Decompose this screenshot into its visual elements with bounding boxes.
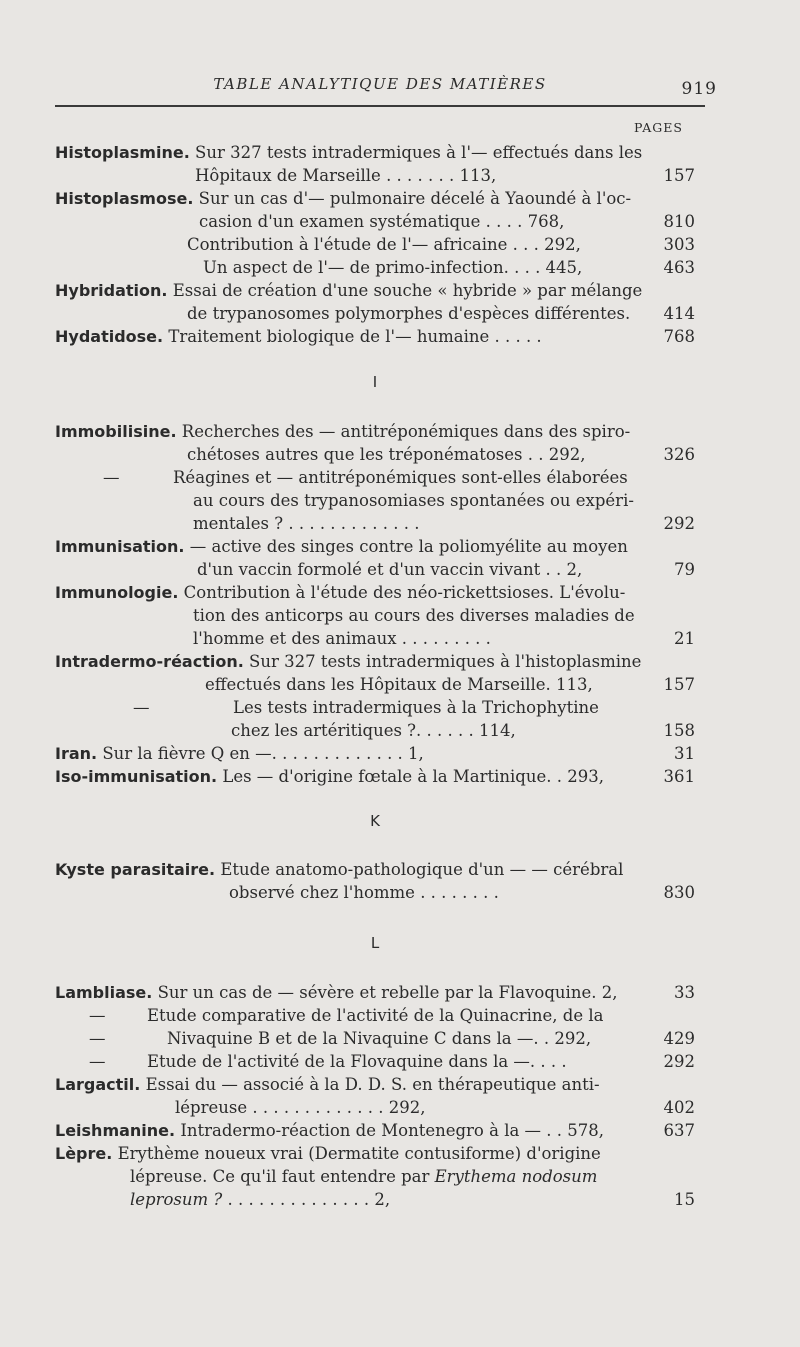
entry-line (55, 627, 695, 651)
entry-page: 361 (663, 767, 695, 786)
entry-line (55, 443, 695, 467)
entry-text: Essai de création d'une souche « hybride » par mélange (172, 281, 643, 300)
entry-keyword: Intradermo-réaction. (55, 652, 244, 671)
entry-keyword: Kyste parasitaire. (55, 860, 216, 879)
entry-line (55, 1142, 695, 1166)
entry-keyword: Lèpre. (55, 1144, 113, 1163)
entry-page: 292 (663, 1052, 695, 1071)
entry-line (55, 558, 695, 582)
entry-text: Erythème noueux vrai (Dermatite contusiforme) d'origine (117, 1144, 601, 1163)
entry-line (55, 256, 695, 280)
page-number: 919 (681, 79, 717, 99)
entry-line (55, 164, 695, 188)
entry-text: Traitement biologique de l'— humaine . . . . . (168, 327, 542, 346)
section-letter: K (370, 812, 380, 830)
entry-text: Contribution à l'étude de l'— africaine . . . 292, (187, 235, 581, 254)
entry-keyword: Immobilisine. (55, 422, 177, 441)
entry-keyword: Histoplasmose. (55, 189, 194, 208)
entry-line (55, 858, 695, 882)
entry-text: d'un vaccin formolé et d'un vaccin vivant . . 2, (197, 560, 583, 579)
header-rule (55, 105, 705, 107)
section-letter: I (372, 373, 378, 391)
entry-keyword: Hybridation. (55, 281, 168, 300)
entry-text: Recherches des — antitréponémiques dans des spiro- (181, 422, 631, 441)
entry-text: chétoses autres que les tréponématoses . . 292, (187, 445, 586, 464)
entry-text: effectués dans les Hôpitaux de Marseille. 113, (205, 675, 593, 694)
ditto-dash: — (103, 468, 120, 487)
entry-keyword: Hydatidose. (55, 327, 164, 346)
pages-column-label: PAGES (634, 120, 683, 135)
entry-page: 429 (663, 1029, 695, 1048)
entry-line (55, 279, 695, 303)
entry-text: Hôpitaux de Marseille . . . . . . . 113, (195, 166, 497, 185)
ditto-dash: — (133, 698, 150, 717)
entry-text: de trypanosomes polymorphes d'espèces différentes. (187, 304, 631, 323)
entry-text: tion des anticorps au cours des diverses maladies de (193, 606, 635, 625)
entry-page: 31 (674, 744, 695, 763)
entry-text: Sur la fièvre Q en —. . . . . . . . . . . . . 1, (102, 744, 424, 763)
entry-page: 637 (663, 1121, 695, 1140)
entry-text: lépreuse . . . . . . . . . . . . . 292, (175, 1098, 426, 1117)
entry-line (55, 765, 695, 789)
entry-line (55, 1119, 695, 1143)
entry-text: Essai du — associé à la D. D. S. en thérapeutique anti- (145, 1075, 600, 1094)
entry-line (55, 650, 695, 674)
entry-text: Sur 327 tests intradermiques à l'histoplasmine (249, 652, 642, 671)
entry-text: casion d'un examen systématique . . . . 768, (199, 212, 565, 231)
entry-line (55, 302, 695, 326)
ditto-dash: — (89, 1052, 106, 1071)
entry-line (55, 1073, 695, 1097)
entry-page: 768 (663, 327, 695, 346)
entry-page: 303 (663, 235, 695, 254)
entry-line (55, 535, 695, 559)
entry-text: observé chez l'homme . . . . . . . . (229, 883, 499, 902)
entry-line (55, 696, 695, 720)
entry-line (55, 673, 695, 697)
entry-page: 157 (663, 166, 695, 185)
entry-italic: Erythema nodosum (434, 1167, 598, 1186)
entry-keyword: Largactil. (55, 1075, 141, 1094)
entry-text: mentales ? . . . . . . . . . . . . . (193, 514, 420, 533)
entry-text: Les tests intradermiques à la Trichophytine (233, 698, 599, 717)
entry-line (55, 581, 695, 605)
entry-text: lépreuse. Ce qu'il faut entendre par (130, 1167, 430, 1186)
entry-page: 79 (674, 560, 695, 579)
entry-line (55, 233, 695, 257)
entry-line (55, 420, 695, 444)
entry-text: l'homme et des animaux . . . . . . . . . (193, 629, 491, 648)
entry-text: Nivaquine B et de la Nivaquine C dans la —. . 292, (167, 1029, 592, 1048)
entry-text: Etude anatomo-pathologique d'un — — cérébral (220, 860, 624, 879)
entry-keyword: Lambliase. (55, 983, 153, 1002)
entry-page: 292 (663, 514, 695, 533)
entry-text: Les — d'origine fœtale à la Martinique. . 293, (222, 767, 604, 786)
entry-text: Sur 327 tests intradermiques à l'— effectués dans les (195, 143, 643, 162)
entry-text: Un aspect de l'— de primo-infection. . . . 445, (203, 258, 583, 277)
section-letter: L (370, 934, 380, 952)
entry-page: 463 (663, 258, 695, 277)
entry-line (55, 719, 695, 743)
entry-keyword: Immunologie. (55, 583, 179, 602)
entry-line (55, 604, 695, 628)
entry-keyword: Immunisation. (55, 537, 185, 556)
entry-line (55, 187, 695, 211)
entry-text: Intradermo-réaction de Montenegro à la — . . 578, (180, 1121, 605, 1140)
entry-text: Etude de l'activité de la Flovaquine dans la —. . . . (147, 1052, 567, 1071)
entry-page: 15 (674, 1190, 695, 1209)
entry-text: au cours des trypanosomiases spontanées ou expéri- (193, 491, 634, 510)
entry-line (55, 512, 695, 536)
ditto-dash: — (89, 1029, 106, 1048)
entry-page: 21 (674, 629, 695, 648)
entry-text: chez les artéritiques ?. . . . . . 114, (231, 721, 516, 740)
entry-line (55, 1165, 695, 1189)
entry-line (55, 1188, 695, 1212)
entry-text: — active des singes contre la poliomyélite au moyen (189, 537, 628, 556)
entry-page: 402 (663, 1098, 695, 1117)
entry-page: 157 (663, 675, 695, 694)
entry-line (55, 742, 695, 766)
entry-text: Contribution à l'étude des néo-rickettsioses. L'évolu- (183, 583, 626, 602)
entry-line (55, 466, 695, 490)
entry-keyword: Iso-immunisation. (55, 767, 218, 786)
entry-line (55, 1027, 695, 1051)
entry-page: 326 (663, 445, 695, 464)
entry-page: 33 (674, 983, 695, 1002)
entry-page: 414 (663, 304, 695, 323)
entry-keyword: Iran. (55, 744, 98, 763)
entry-italic: leprosum ? (130, 1190, 223, 1209)
entry-text: Réagines et — antitréponémiques sont-elles élaborées (173, 468, 628, 487)
entry-line (55, 1096, 695, 1120)
entry-line (55, 210, 695, 234)
entry-text: . . . . . . . . . . . . . . 2, (227, 1190, 391, 1209)
entry-page: 830 (663, 883, 695, 902)
entry-line (55, 325, 695, 349)
entry-line (55, 1050, 695, 1074)
running-header (55, 75, 717, 103)
entry-line (55, 1004, 695, 1028)
entry-page: 158 (663, 721, 695, 740)
entry-line (55, 881, 695, 905)
entry-text: Etude comparative de l'activité de la Quinacrine, de la (147, 1006, 604, 1025)
entry-text: Sur un cas de — sévère et rebelle par la Flavoquine. 2, (157, 983, 618, 1002)
entry-page: 810 (663, 212, 695, 231)
entry-text: Sur un cas d'— pulmonaire décelé à Yaoundé à l'oc- (198, 189, 632, 208)
page-title: TABLE ANALYTIQUE DES MATIÈRES (213, 75, 547, 93)
entry-line (55, 141, 695, 165)
entry-line (55, 489, 695, 513)
entry-line (55, 981, 695, 1005)
entry-keyword: Leishmanine. (55, 1121, 176, 1140)
ditto-dash: — (89, 1006, 106, 1025)
entry-keyword: Histoplasmine. (55, 143, 190, 162)
